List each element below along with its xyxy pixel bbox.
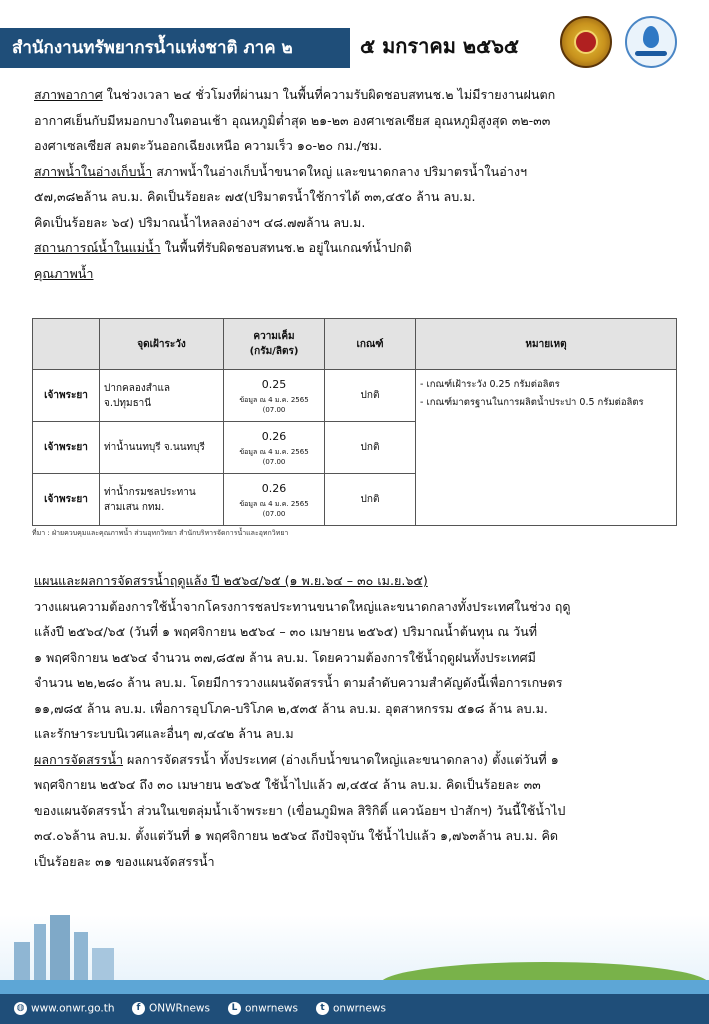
criteria-cell: ปกติ xyxy=(325,474,416,526)
allocation-heading: ผลการจัดสรรน้ำ xyxy=(34,751,124,767)
station-cell: ปากคลองสำแล จ.ปทุมธานี xyxy=(100,370,224,422)
plan-line: ๑ พฤศจิกายน ๒๕๖๔ จำนวน ๓๗,๘๕๗ ล้าน ลบ.ม. โดยความต้องการใช้น้ำฤดูฝนทั้งประเทศมี xyxy=(34,649,536,665)
plan-line: ๑๑,๗๘๕ ล้าน ลบ.ม. เพื่อการอุปโภค-บริโภค ๒,๕๓๕ ล้าน ลบ.ม. อุตสาหกรรม ๕๑๘ ล้าน ลบ.ม. xyxy=(34,700,548,716)
org-title-bar xyxy=(0,28,350,68)
globe-icon: ◍ xyxy=(14,1002,27,1015)
column-header: ความเค็ม (กรัม/ลิตร) xyxy=(224,319,325,370)
weather-line: อากาศเย็นกับมีหมอกบางในตอนเช้า อุณหภูมิต่ำสุด ๒๑-๒๓ องศาเซลเซียส อุณหภูมิสูงสุด ๓๒-๓๓ xyxy=(34,112,551,128)
water-quality-heading: คุณภาพน้ำ xyxy=(34,265,94,281)
reservoir-heading: สภาพน้ำในอ่างเก็บน้ำ xyxy=(34,163,153,179)
reservoir-line: ๕๗,๓๘๒ล้าน ลบ.ม. คิดเป็นร้อยละ ๗๕(ปริมาตรน้ำใช้การได้ ๓๓,๔๕๐ ล้าน ลบ.ม. xyxy=(34,189,476,204)
footer-illustration xyxy=(0,915,709,1024)
salinity-cell: 0.26 ข้อมูล ณ 4 ม.ค. 2565 (07.00 xyxy=(224,422,325,474)
criteria-cell: ปกติ xyxy=(325,422,416,474)
building-illustration xyxy=(34,924,46,982)
column-header: หมายเหตุ xyxy=(416,319,677,370)
salinity-cell: 0.26 ข้อมูล ณ 4 ม.ค. 2565 (07.00 xyxy=(224,474,325,526)
line-app-icon: L xyxy=(228,1002,241,1015)
column-header: เกณฑ์ xyxy=(325,319,416,370)
table-source-note: ที่มา : ฝ่ายควบคุมและคุณภาพน้ำ ส่วนอุทกวิทยา สำนักบริหารจัดการน้ำและอุทกวิทยา xyxy=(32,529,289,537)
remark-item: - เกณฑ์เฝ้าระวัง 0.25 กรัมต่อลิตร xyxy=(420,379,560,390)
plan-line: และรักษาระบบนิเวศและอื่นๆ ๗,๔๔๒ ล้าน ลบ.ม xyxy=(34,726,294,741)
weather-heading: สภาพอากาศ xyxy=(34,87,103,102)
plan-heading: แผนและผลการจัดสรรน้ำฤดูแล้ง ปี ๒๕๖๔/๖๕ (๑ พ.ย.๖๔ – ๓๐ เม.ย.๖๕) xyxy=(34,573,428,588)
allocation-paragraph: ผลการจัดสรรน้ำ ผลการจัดสรรน้ำ ทั้งประเทศ (อ่างเก็บน้ำขนาดใหญ่และขนาดกลาง) ตั้งแต่วันที่ ๑ xyxy=(34,751,559,767)
weather-line: องศาเซลเซียส ลมตะวันออกเฉียงเหนือ ความเร็ว ๑๐-๒๐ กม./ชม. xyxy=(34,138,383,153)
basin-cell: เจ้าพระยา xyxy=(33,474,100,526)
line-link[interactable]: L onwrnews xyxy=(228,1002,298,1015)
salinity-cell: 0.25 ข้อมูล ณ 4 ม.ค. 2565 (07.00 xyxy=(224,370,325,422)
basin-cell: เจ้าพระยา xyxy=(33,422,100,474)
situation-section xyxy=(34,82,694,286)
org-title: สำนักงานทรัพยากรน้ำแห่งชาติ ภาค ๒ xyxy=(12,38,293,58)
plan-line: แล้งปี ๒๕๖๔/๖๕ (วันที่ ๑ พฤศจิกายน ๒๕๖๔ – ๓๐ เมษายน ๒๕๖๕) ปริมาณน้ำต้นทุน ณ วันที่ xyxy=(34,624,538,639)
criteria-cell: ปกติ xyxy=(325,370,416,422)
column-header xyxy=(33,319,100,370)
weather-paragraph: สภาพอากาศ ในช่วงเวลา ๒๔ ชั่วโมงที่ผ่านมา ในพื้นที่ความรับผิดชอบสทนช.๒ ไม่มีรายงานฝนตก xyxy=(34,87,556,102)
allocation-line: พฤศจิกายน ๒๕๖๔ ถึง ๓๐ เมษายน ๒๕๖๕ ใช้น้ำไปแล้ว ๗,๔๕๔ ล้าน ลบ.ม. คิดเป็นร้อยละ ๓๓ xyxy=(34,777,541,792)
allocation-line: ๓๔.๐๖ล้าน ลบ.ม. ตั้งแต่วันที่ ๑ พฤศจิกายน ๒๕๖๔ ถึงปัจจุบัน ใช้น้ำไปแล้ว ๑,๗๖๓ล้าน ลบ.ม. คิด xyxy=(34,828,559,843)
royal-seal-icon xyxy=(560,16,612,68)
allocation-section xyxy=(34,568,694,874)
building-illustration xyxy=(92,948,114,982)
basin-cell: เจ้าพระยา xyxy=(33,370,100,422)
building-illustration xyxy=(14,942,30,982)
river-heading: สถานการณ์น้ำในแม่น้ำ xyxy=(34,240,161,255)
table-row xyxy=(33,370,677,422)
station-cell: ท่าน้ำนนทบุรี จ.นนทบุรี xyxy=(100,422,224,474)
allocation-line: ของแผนจัดสรรน้ำ ส่วนในเขตลุ่มน้ำเจ้าพระยา (เขื่อนภูมิพล สิริกิติ์ แควน้อยฯ ป่าสักฯ) วันนี้ใช้น้ำไป xyxy=(34,802,566,818)
building-illustration xyxy=(74,932,88,982)
building-illustration xyxy=(50,915,70,982)
allocation-line: เป็นร้อยละ ๓๑ ของแผนจัดสรรน้ำ xyxy=(34,853,215,869)
plan-line: วางแผนความต้องการใช้น้ำจากโครงการชลประทานขนาดใหญ่และขนาดกลางทั้งประเทศในช่วง ฤดู xyxy=(34,598,571,614)
facebook-link[interactable]: f ONWRnews xyxy=(132,1002,210,1015)
footer-bar xyxy=(0,994,709,1024)
reservoir-paragraph: สภาพน้ำในอ่างเก็บน้ำ สภาพน้ำในอ่างเก็บน้ำขนาดใหญ่ และขนาดกลาง ปริมาตรน้ำในอ่างฯ xyxy=(34,163,528,179)
reservoir-line: คิดเป็นร้อยละ ๖๔) ปริมาณน้ำไหลลงอ่างฯ ๔๘.๗๗ล้าน ลบ.ม. xyxy=(34,214,366,230)
facebook-icon: f xyxy=(132,1002,145,1015)
table-header-row xyxy=(33,319,677,370)
remark-item: - เกณฑ์มาตรฐานในการผลิตน้ำประปา 0.5 กรัมต่อลิตร xyxy=(420,397,644,408)
report-date: ๕ มกราคม ๒๕๖๕ xyxy=(360,34,520,58)
remarks-cell xyxy=(416,370,677,526)
column-header: จุดเฝ้าระวัง xyxy=(100,319,224,370)
station-cell: ท่าน้ำกรมชลประทานสามเสน กทม. xyxy=(100,474,224,526)
twitter-link[interactable]: t onwrnews xyxy=(316,1002,386,1015)
river-paragraph: สถานการณ์น้ำในแม่น้ำ ในพื้นที่รับผิดชอบสทนช.๒ อยู่ในเกณฑ์น้ำปกติ xyxy=(34,240,412,255)
twitter-icon: t xyxy=(316,1002,329,1015)
onwr-logo-icon xyxy=(625,16,677,68)
water-quality-table xyxy=(32,318,677,526)
river-illustration xyxy=(0,980,709,994)
plan-line: จำนวน ๒๒,๒๘๐ ล้าน ลบ.ม. โดยมีการวางแผนจัดสรรน้ำ ตามลำดับความสำคัญดังนี้เพื่อการเกษตร xyxy=(34,675,563,690)
website-link[interactable]: ◍ www.onwr.go.th xyxy=(14,1002,115,1015)
